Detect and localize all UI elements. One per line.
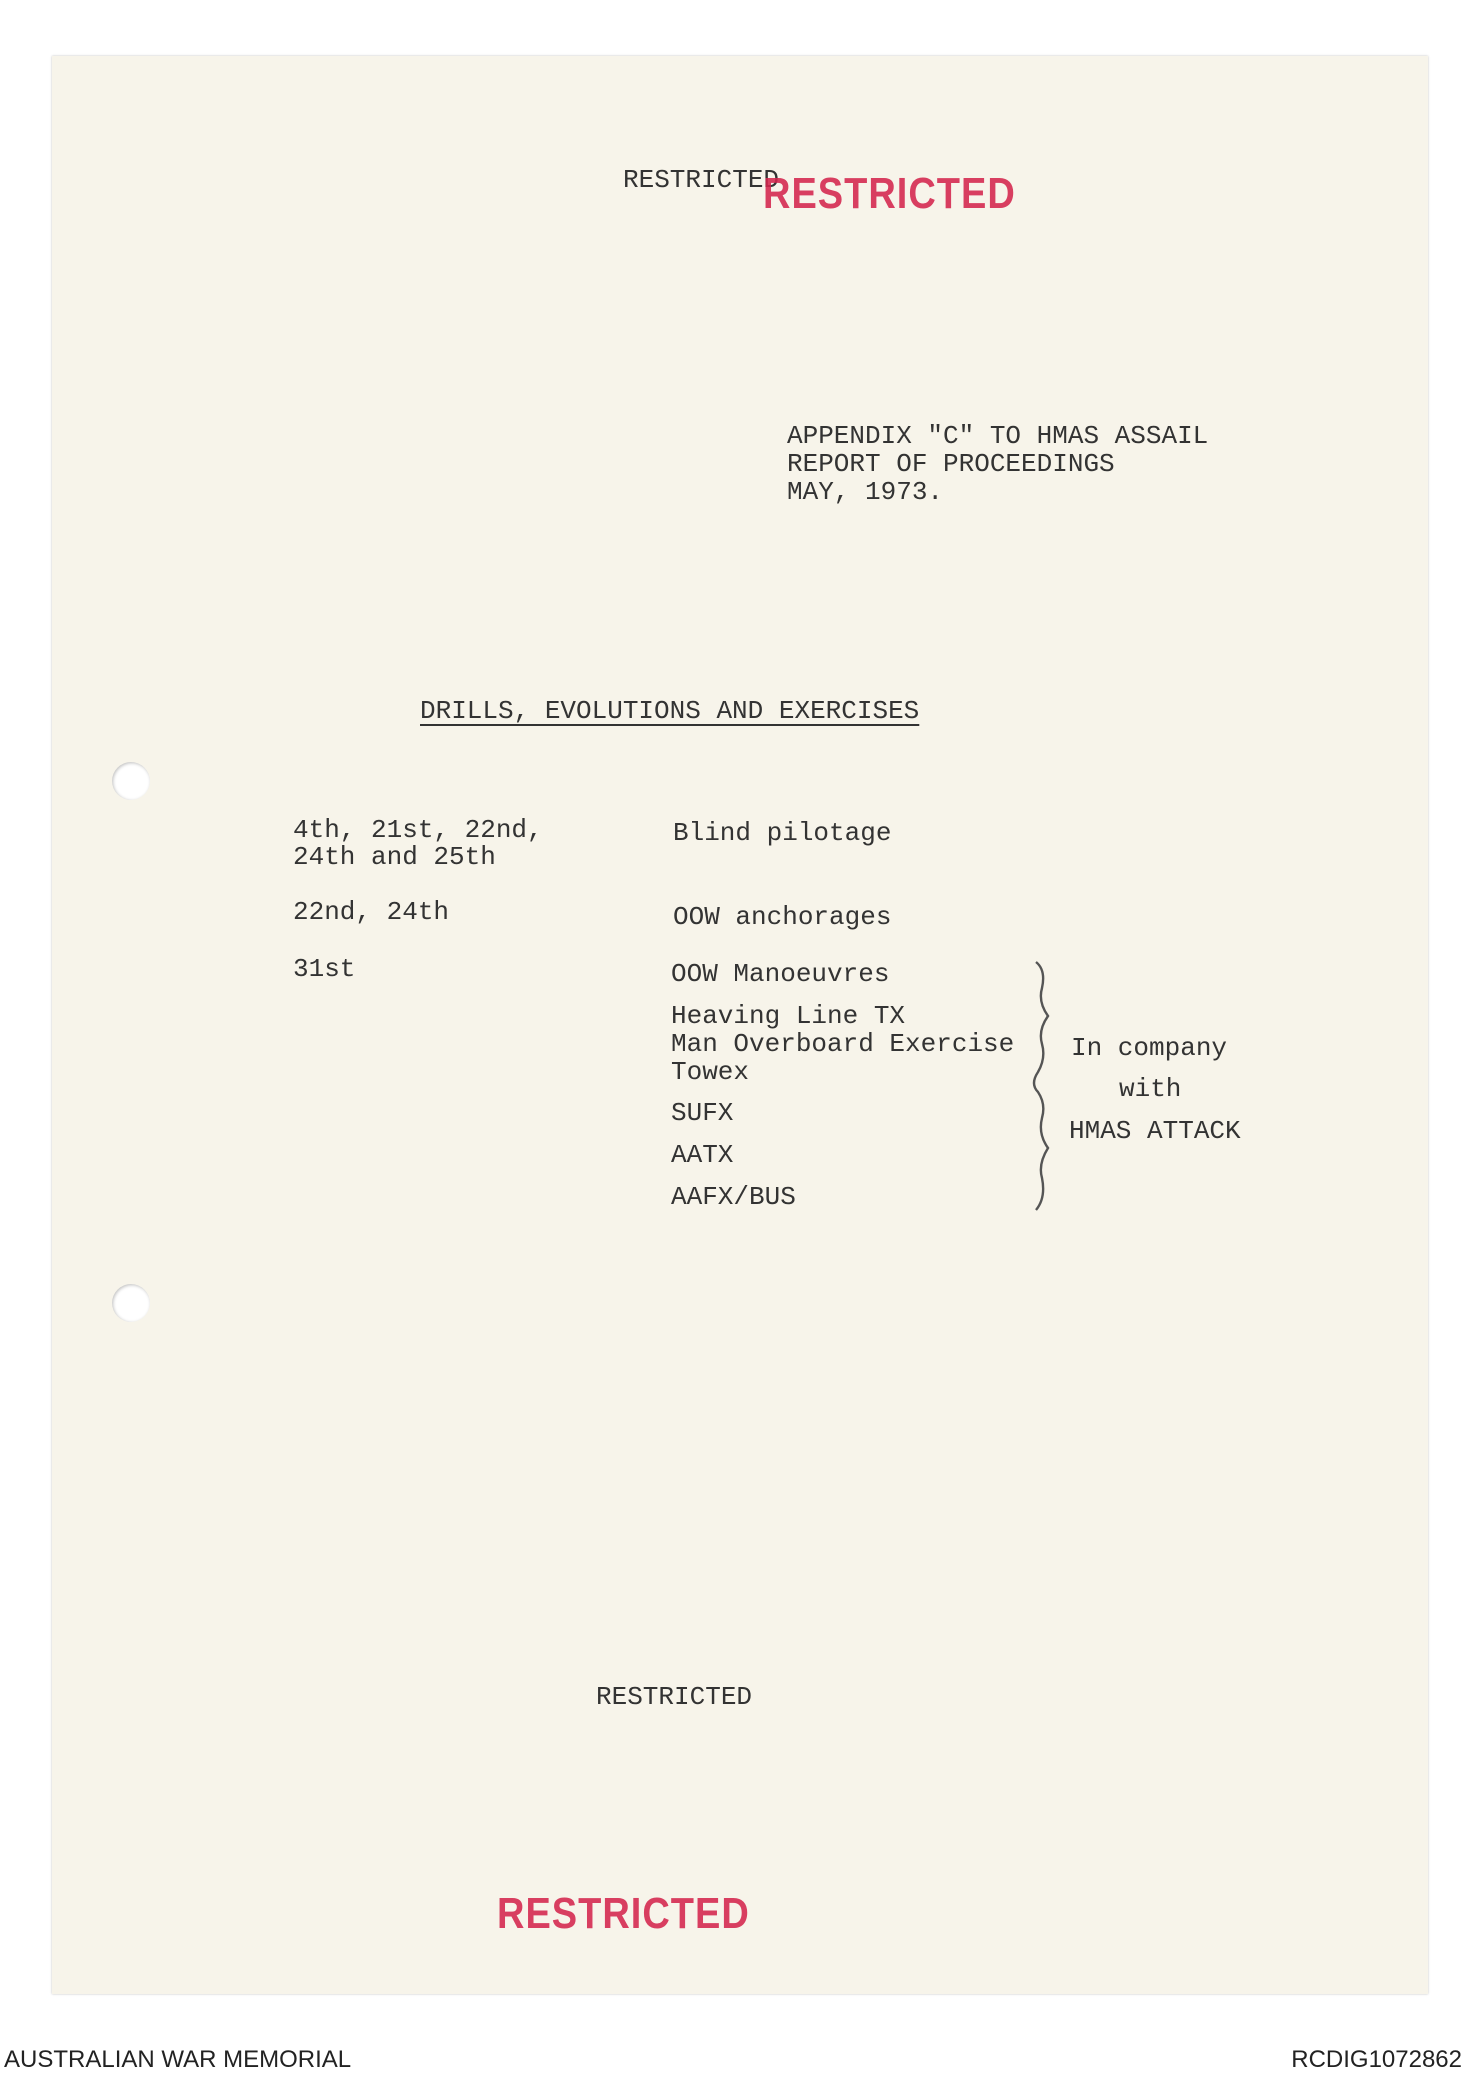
footer-restricted-typed: RESTRICTED (596, 1682, 753, 1712)
archive-label-right: RCDIG1072862 (1291, 2046, 1462, 2073)
document-title: DRILLS, EVOLUTIONS AND EXERCISES (420, 696, 920, 726)
header-restricted-typed: RESTRICTED (623, 165, 780, 195)
company-note-line-3: HMAS ATTACK (1069, 1116, 1241, 1146)
company-note-line-2: with (1119, 1074, 1182, 1104)
appendix-line-3: MAY, 1973. (787, 477, 944, 507)
appendix-line-1: APPENDIX "C" TO HMAS ASSAIL (787, 421, 1209, 451)
row-2-dates: 22nd, 24th (293, 897, 450, 927)
archive-label-left: AUSTRALIAN WAR MEMORIAL (4, 2046, 352, 2073)
exercise-item: Towex (671, 1057, 750, 1087)
header-restricted-stamp: RESTRICTED (763, 170, 1016, 219)
exercise-item: SUFX (671, 1098, 734, 1128)
footer-restricted-stamp: RESTRICTED (497, 1890, 750, 1939)
exercise-item: AAFX/BUS (671, 1182, 796, 1212)
exercise-item: AATX (671, 1140, 734, 1170)
row-2-activity: OOW anchorages (673, 902, 892, 932)
punch-hole-bottom (112, 1284, 150, 1322)
row-1-dates-line-2: 24th and 25th (293, 842, 496, 872)
grouping-brace (1030, 958, 1060, 1214)
company-note-line-1: In company (1071, 1033, 1228, 1063)
exercise-item: Man Overboard Exercise (671, 1029, 1015, 1059)
row-3-activity: OOW Manoeuvres (671, 959, 890, 989)
row-3-dates: 31st (293, 954, 356, 984)
exercise-item: Heaving Line TX (671, 1001, 906, 1031)
row-1-activity: Blind pilotage (673, 818, 892, 848)
punch-hole-top (112, 762, 150, 800)
appendix-line-2: REPORT OF PROCEEDINGS (787, 449, 1115, 479)
row-1-dates-line-1: 4th, 21st, 22nd, (293, 815, 543, 845)
